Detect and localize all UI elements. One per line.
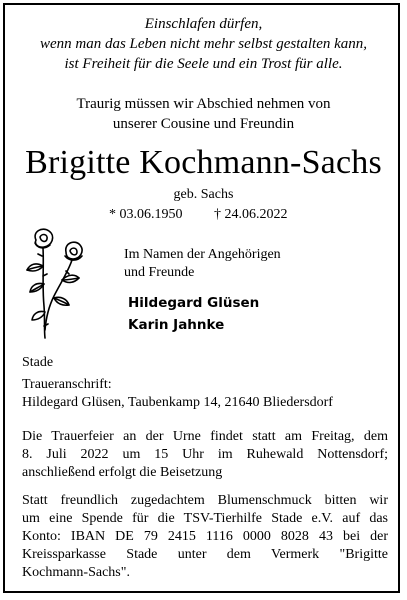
address-label: Traueranschrift: [22, 377, 112, 392]
signer-name: Karin Jahnke [128, 317, 225, 333]
intro-text [0, 94, 407, 134]
poem [0, 14, 407, 74]
ceremony-line: 8. Juli 2022 um 15 Uhr im Ruhewald Nottensdorf; [22, 447, 388, 462]
donation-notice [22, 492, 388, 582]
birth-name: geb. Sachs [173, 187, 234, 202]
donation-line: Kreissparkasse Stade unter dem Vermerk "Brigitte [22, 547, 388, 562]
deceased-name: Brigitte Kochmann-Sachs [25, 144, 382, 181]
mourners-line: und Freunde [124, 265, 195, 280]
donation-line: Statt freundlich zugedachtem Blumenschmuck bitten wir [22, 493, 388, 508]
birth-date: * 03.06.1950 [109, 207, 183, 222]
signer-name: Hildegard Glüsen [128, 295, 260, 311]
intro-line: Traurig müssen wir Abschied nehmen von [76, 96, 331, 112]
ceremony-line: anschließend erfolgt die Beisetzung [22, 465, 223, 480]
mourning-address [22, 376, 388, 412]
donation-line: Kochmann-Sachs". [22, 565, 130, 580]
ceremony-notice [22, 428, 388, 482]
life-dates [109, 206, 288, 224]
poem-line: Einschlafen dürfen, [144, 16, 263, 32]
signer-names [128, 292, 259, 336]
mourners-intro [124, 246, 281, 282]
poem-line: ist Freiheit für die Seele und ein Trost für alle. [64, 56, 343, 72]
donation-line: um eine Spende für die TSV-Tierhilfe Stade e.V. auf das [22, 511, 388, 526]
rose-icon [22, 226, 102, 340]
address-value: Hildegard Glüsen, Taubenkamp 14, 21640 Bliedersdorf [22, 395, 333, 410]
place: Stade [22, 355, 54, 370]
ceremony-line: Die Trauerfeier an der Urne findet statt am Freitag, dem [22, 429, 388, 444]
death-date: † 24.06.2022 [214, 207, 288, 222]
intro-line: unserer Cousine und Freundin [112, 116, 295, 132]
poem-line: wenn man das Leben nicht mehr selbst gestalten kann, [39, 36, 368, 52]
mourners-line: Im Namen der Angehörigen [124, 247, 281, 262]
donation-line: Konto: IBAN DE 79 2415 1116 0000 8028 43 bei der [22, 529, 388, 544]
